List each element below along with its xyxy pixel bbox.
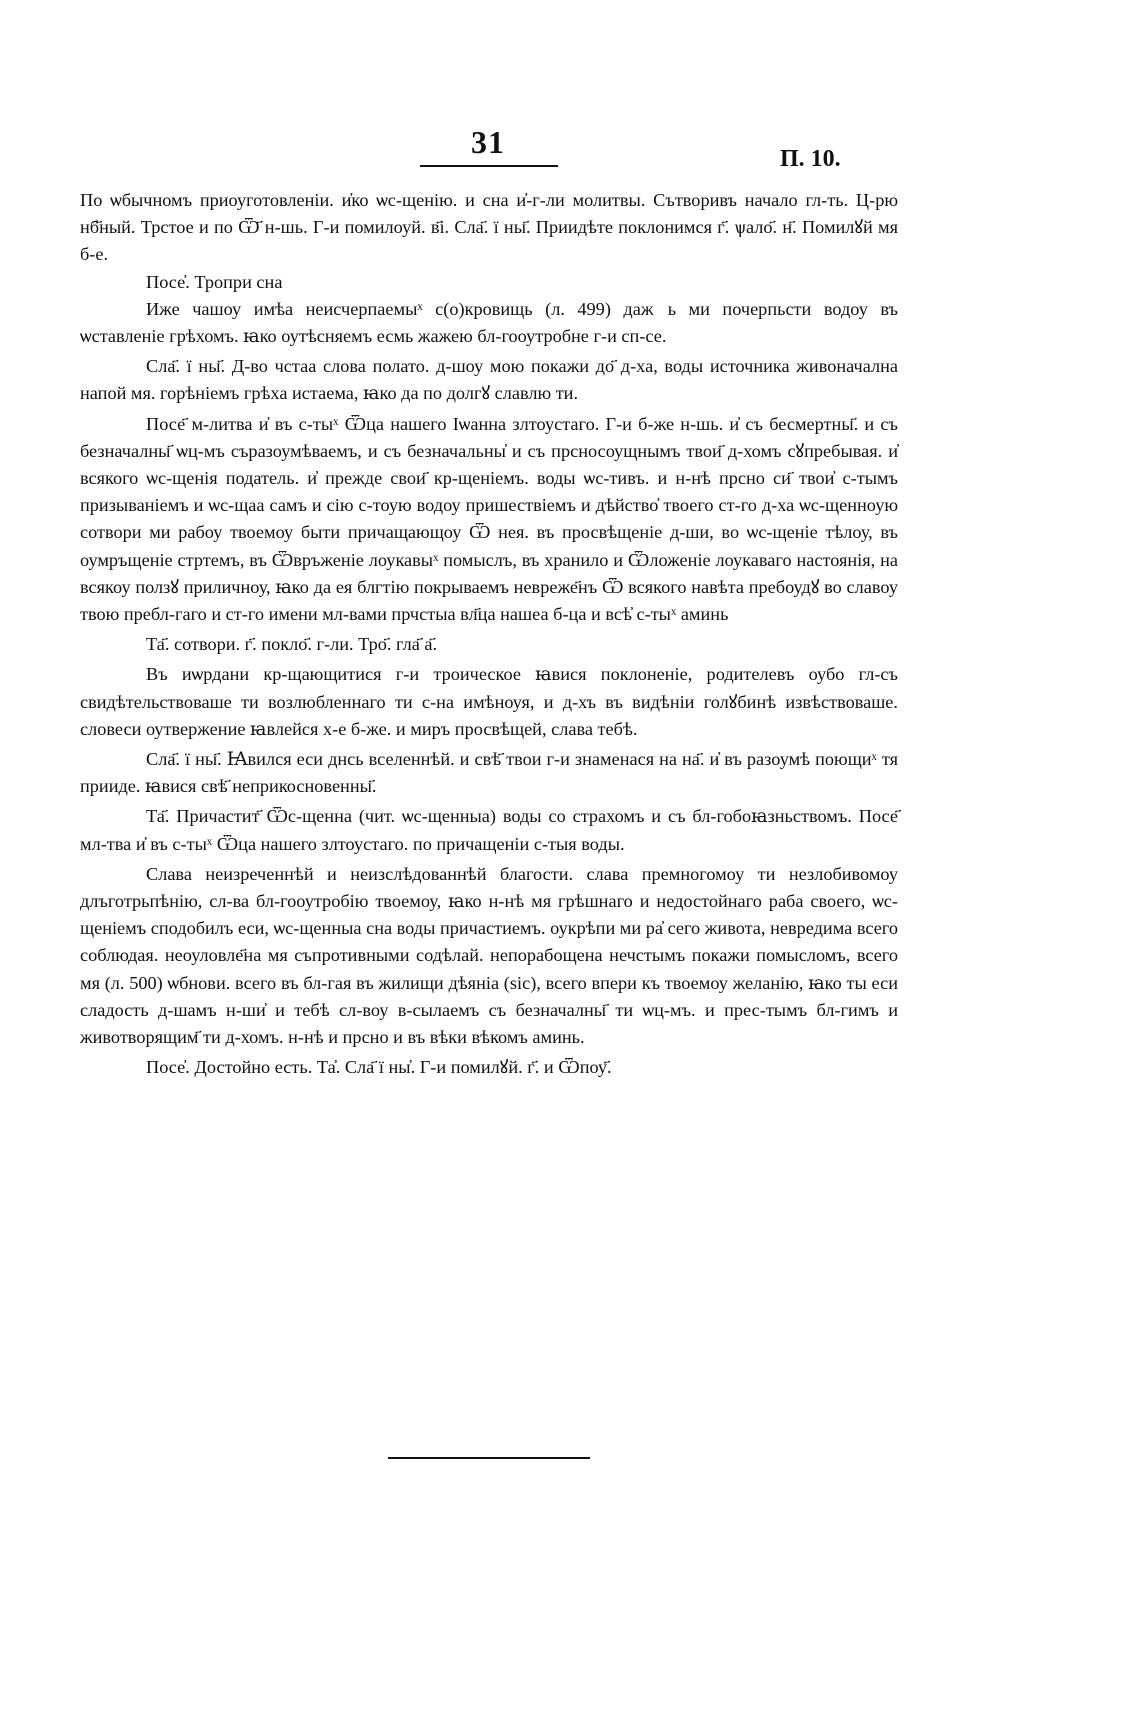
sheet-label: П. 10. <box>780 146 841 172</box>
paragraph-communion-rubric: Та҃. Причастит҃ Ѿс-щенна (чит. ѡс-щенныа) воды со страхомъ и съ бл-гобоꙗзньствомъ. Посе҃ мл-тва и҆ въ с-тыˣ Ѿца нашего злтоустаго. по причащенiи с-тыя воды. <box>80 806 898 854</box>
paragraph-appeared-hymn: Сла҃. ï ны҃. Ꙗвился еси днсь вселеннѣй. и свѣ҃ твои г-и знаменася на на҃. и҆ въ разоумѣ поющиˣ тя прииде. ꙗвися свѣ҃ неприкосновенны҃. <box>80 749 898 797</box>
paragraph-troparion: Иже чашоу имѣа неисчерпаемыˣ с(о)кровищь (л. 499) дажⷣь ми почерпьсти водоу въ ѡставленiе грѣхомъ. ꙗко оутѣсняемъ есмь жажею бл-гооутробне г-и сп-се. <box>80 298 898 347</box>
paragraph-rubric: Та҃. сотвори. г҃. покло҃. г-ли. Тро҃. гла҃ а҃. <box>146 634 438 655</box>
paragraph-preparation: По ѡбычномъ приоуготовленiи. и҆ко ѡс-щенiю. и сна и҆-г-ли молитвы. Сътворивъ начало гл-ть. Ц-рю нб҃ный. Трстое и по Ѿ҃ н-шь. Г-и помилоуй. в҃i. Сла҃. ï ны҃. Приидѣте поклонимся г҃. ѱало҃. н҃. Помилꙋй мя б-е. <box>80 190 898 265</box>
page-number: 31 <box>471 124 505 160</box>
paragraph-jordan-hymn: Въ иѡрдани кр-щающитися г-и троическое ꙗвися поклоненiе, родителевъ оубо гл-съ свидѣтельствоваше ти возлюбленнаго ти с-на имѣноуя, и д-хъ въ видѣнiи голꙋбинѣ извѣствоваше. словеси оутвержение ꙗвлейся х-е б-же. и миръ просвѣщей, слава тебѣ. <box>80 664 898 739</box>
paragraph-theotokion: Сла҃. ï ны҃. Д-во чстаа слова полато. д-шоу мою покажи до҃ д-ха, воды источника живоначална напой мя. горѣнiемъ грѣха истаема, ꙗко да по долгꙋ славлю ти. <box>80 356 898 404</box>
paragraph-troparion-heading: Посе҆. Тропри сна <box>146 271 283 292</box>
paragraph-dismissal: Посе҆. Достойно есть. Та҆. Сла҃ ï ны҆. Г-и помилꙋй. г҃. и Ѿпоу҃. <box>146 1057 612 1078</box>
paragraph-thanksgiving-prayer: Слава неизреченнѣй и неизслѣдованнѣй благости. слава премногомоу ти незлобивомоу длъготрьпѣнiю, сл-ва бл-гооутробiю твоемоу, ꙗко н-нѣ мя грѣшнаго и недостойнаго раба своего, ѡс-щенiемъ сподобилъ еси, ѡс-щенныа сна воды причастиемъ. оукрѣпи ми ра҆ сего живота, невредима всего соблюдая. неоуловле҃на мя съпротивными содѣлай. непорабощена нечстымъ покажи помысломъ, всего мя (л. 500) ѡбнови. всего въ бл-гая въ жилищи дѣянiа (sic), всего впери къ твоемоу желанiю, ꙗко ты еси сладость д-шамъ н-ши҆ и тебѣ сл-воу в-сылаемъ съ безначалны҃ ти ѡц-мъ. и прес-тымъ бл-гимъ и животворящим҃ ти д-хомъ. н-нѣ и прсно и въ вѣки вѣкомъ аминь. <box>80 863 898 1048</box>
body-text <box>80 187 898 1082</box>
page-number-rule <box>420 165 558 167</box>
paragraph-prayer-chrysostom: Посе҃ м-литва и҆ въ с-тыˣ Ѿца нашего Iѡанна злтоустаго. Г-и б-же н-шь. и҆ съ бесмертны҃. и съ безначалны҃ ѡц-мъ съразоумѣваемъ, и съ безначальны҆ и съ прсносоущнымъ твои҃ д-хомъ сꙋпребывая. и҆ всякого ѡс-щенiя податель. и҆ прежде свои҃ кр-щенiемъ. воды ѡс-тивъ. и н-нѣ прсно си҃ твои҆ с-тымъ призыванiемъ и ѡс-щаа самъ и сiю с-тоую водоу пришествiемъ и дѣйство҆ твоего ст-го д-ха ѡс-щенноую сотвори ми рабоу твоемоу быти причащающоу Ѿ нея. въ просвѣщенiе д-ши, во ѡс-щенiе тѣлоу, въ оумръщенiе стртемъ, въ Ѿвръженiе лоукавыˣ помыслъ, въ хранило и Ѿложенiе лоукаваго настоянiя, на всякоу ползꙋ приличноу, ꙗко да ея блгтiю покрываемъ невреже҃нъ Ѿ всякого навѣта пребоудꙋ во славоу твою пребл-гаго и ст-го имени мл-вами прчстыа вл҃ца нашеа б-ца и всѣ҆ с-тыˣ аминь <box>80 413 898 625</box>
end-rule <box>388 1457 590 1459</box>
